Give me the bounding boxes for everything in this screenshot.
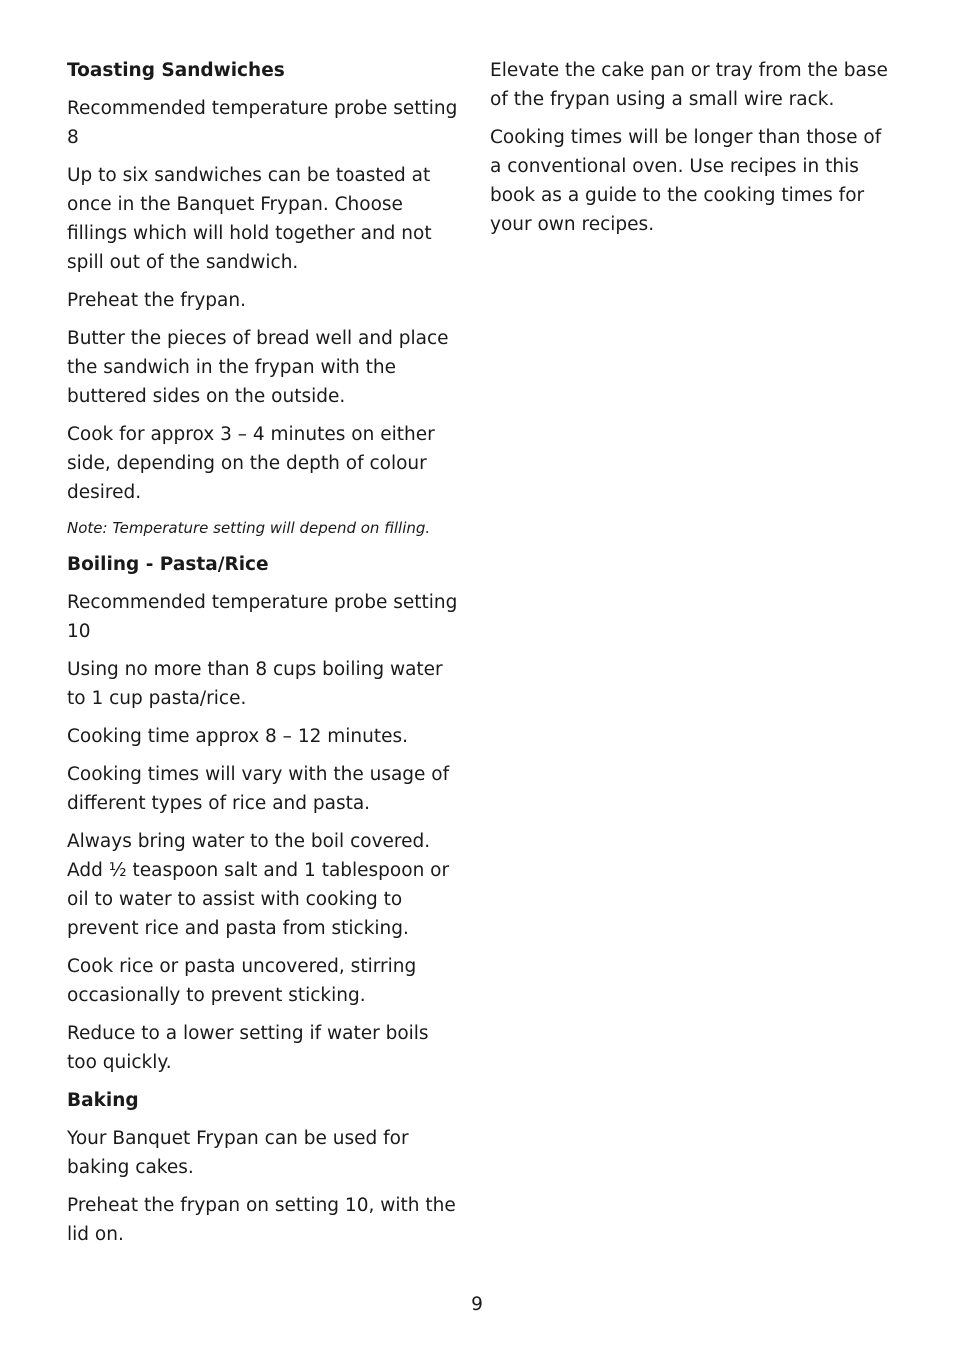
paragraph: Cook rice or pasta uncovered, stirring occasionally to prevent sticking. [67, 956, 417, 1006]
paragraph: Preheat the frypan on setting 10, with the lid on. [67, 1195, 456, 1245]
page-number: 9 [471, 1294, 483, 1315]
section-heading-baking: Baking [67, 1090, 139, 1111]
paragraph: Cooking times will be longer than those of a conventional oven. Use recipes in this book as a guide to the cooking times for your own recipes. [490, 127, 882, 235]
left-column [67, 56, 459, 1258]
paragraph: Recommended temperature probe setting 8 [67, 98, 458, 148]
boiling-pasta-rice-section [67, 550, 459, 1077]
paragraph: Your Banquet Frypan can be used for baking cakes. [67, 1128, 409, 1178]
note-text: Note: Temperature setting will depend on filling. [67, 519, 431, 537]
paragraph: Cooking times will vary with the usage of different types of rice and pasta. [67, 764, 450, 814]
paragraph: Butter the pieces of bread well and place the sandwich in the frypan with the buttered sides on the outside. [67, 328, 449, 407]
toasting-sandwiches-section [67, 56, 459, 540]
paragraph: Cooking time approx 8 – 12 minutes. [67, 726, 409, 747]
paragraph: Cook for approx 3 – 4 minutes on either side, depending on the depth of colour desired. [67, 424, 435, 503]
right-column [490, 56, 894, 248]
baking-section [67, 1086, 459, 1249]
paragraph: Reduce to a lower setting if water boils too quickly. [67, 1023, 429, 1073]
section-heading-toasting: Toasting Sandwiches [67, 60, 285, 81]
section-heading-boiling: Boiling - Pasta/Rice [67, 554, 269, 575]
paragraph: Up to six sandwiches can be toasted at once in the Banquet Frypan. Choose fillings which will hold together and not spill out of the sandwich. [67, 165, 432, 273]
paragraph: Always bring water to the boil covered. Add ½ teaspoon salt and 1 tablespoon or oil to water to assist with cooking to prevent rice and pasta from sticking. [67, 831, 450, 939]
paragraph: Preheat the frypan. [67, 290, 246, 311]
paragraph: Recommended temperature probe setting 10 [67, 592, 458, 642]
paragraph: Using no more than 8 cups boiling water to 1 cup pasta/rice. [67, 659, 443, 709]
paragraph: Elevate the cake pan or tray from the base of the frypan using a small wire rack. [490, 60, 888, 110]
